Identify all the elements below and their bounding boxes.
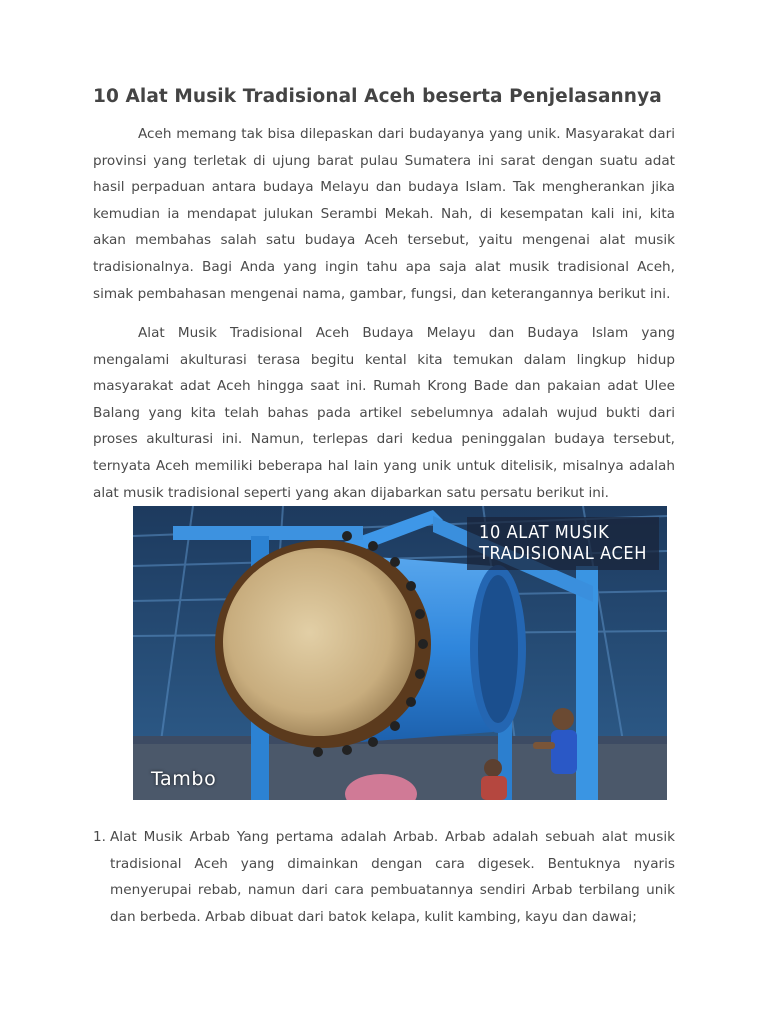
figure-caption: Tambo [151,768,217,790]
intro-paragraph: Aceh memang tak bisa dilepaskan dari budayanya yang unik. Masyarakat dari provinsi yang terletak di ujung barat pulau Sumatera ini sarat dengan suatu adat hasil perpaduan antara budaya Melayu dan budaya Islam. Tak mengherankan jika kemudian ia mendapat julukan Serambi Mekah. Nah, di kesempatan kali ini, kita akan membahas salah satu budaya Aceh tersebut, yaitu mengenai alat musik tradisionalnya. Bagi Anda yang ingin tahu apa saja alat musik tradisional Aceh, simak pembahasan mengenai nama, gambar, fungsi, dan keterangannya berikut ini. [93,126,675,302]
instrument-list [93,824,675,930]
document-title: 10 Alat Musik Tradisional Aceh beserta Penjelasannya [93,86,662,107]
list-item [93,824,675,930]
list-item-text: Alat Musik Arbab Yang pertama adalah Arbab. Arbab adalah sebuah alat musik tradisional Aceh yang dimainkan dengan cara digesek. Bentuknya nyaris menyerupai rebab, namun dari cara pembuatannya sendiri Arbab terbilang unik dan berbeda. Arbab dibuat dari batok kelapa, kulit kambing, kayu dan dawai; [110,829,675,925]
list-item-number: 1. [93,829,106,845]
figure-overlay-title: 10 ALAT MUSIK TRADISIONAL ACEH [467,517,659,570]
body-paragraph: Alat Musik Tradisional Aceh Budaya Melayu dan Budaya Islam yang mengalami akulturasi terasa begitu kental kita temukan dalam lingkup hidup masyarakat adat Aceh hingga saat ini. Rumah Krong Bade dan pakaian adat Ulee Balang yang kita telah bahas pada artikel sebelumnya adalah wujud bukti dari proses akulturasi ini. Namun, terlepas dari kedua peninggalan budaya tersebut, ternyata Aceh memiliki beberapa hal lain yang unik untuk ditelisik, misalnya adalah alat musik tradisional seperti yang akan dijabarkan satu persatu berikut ini. [93,325,675,501]
tambo-drum-photo [133,506,667,800]
